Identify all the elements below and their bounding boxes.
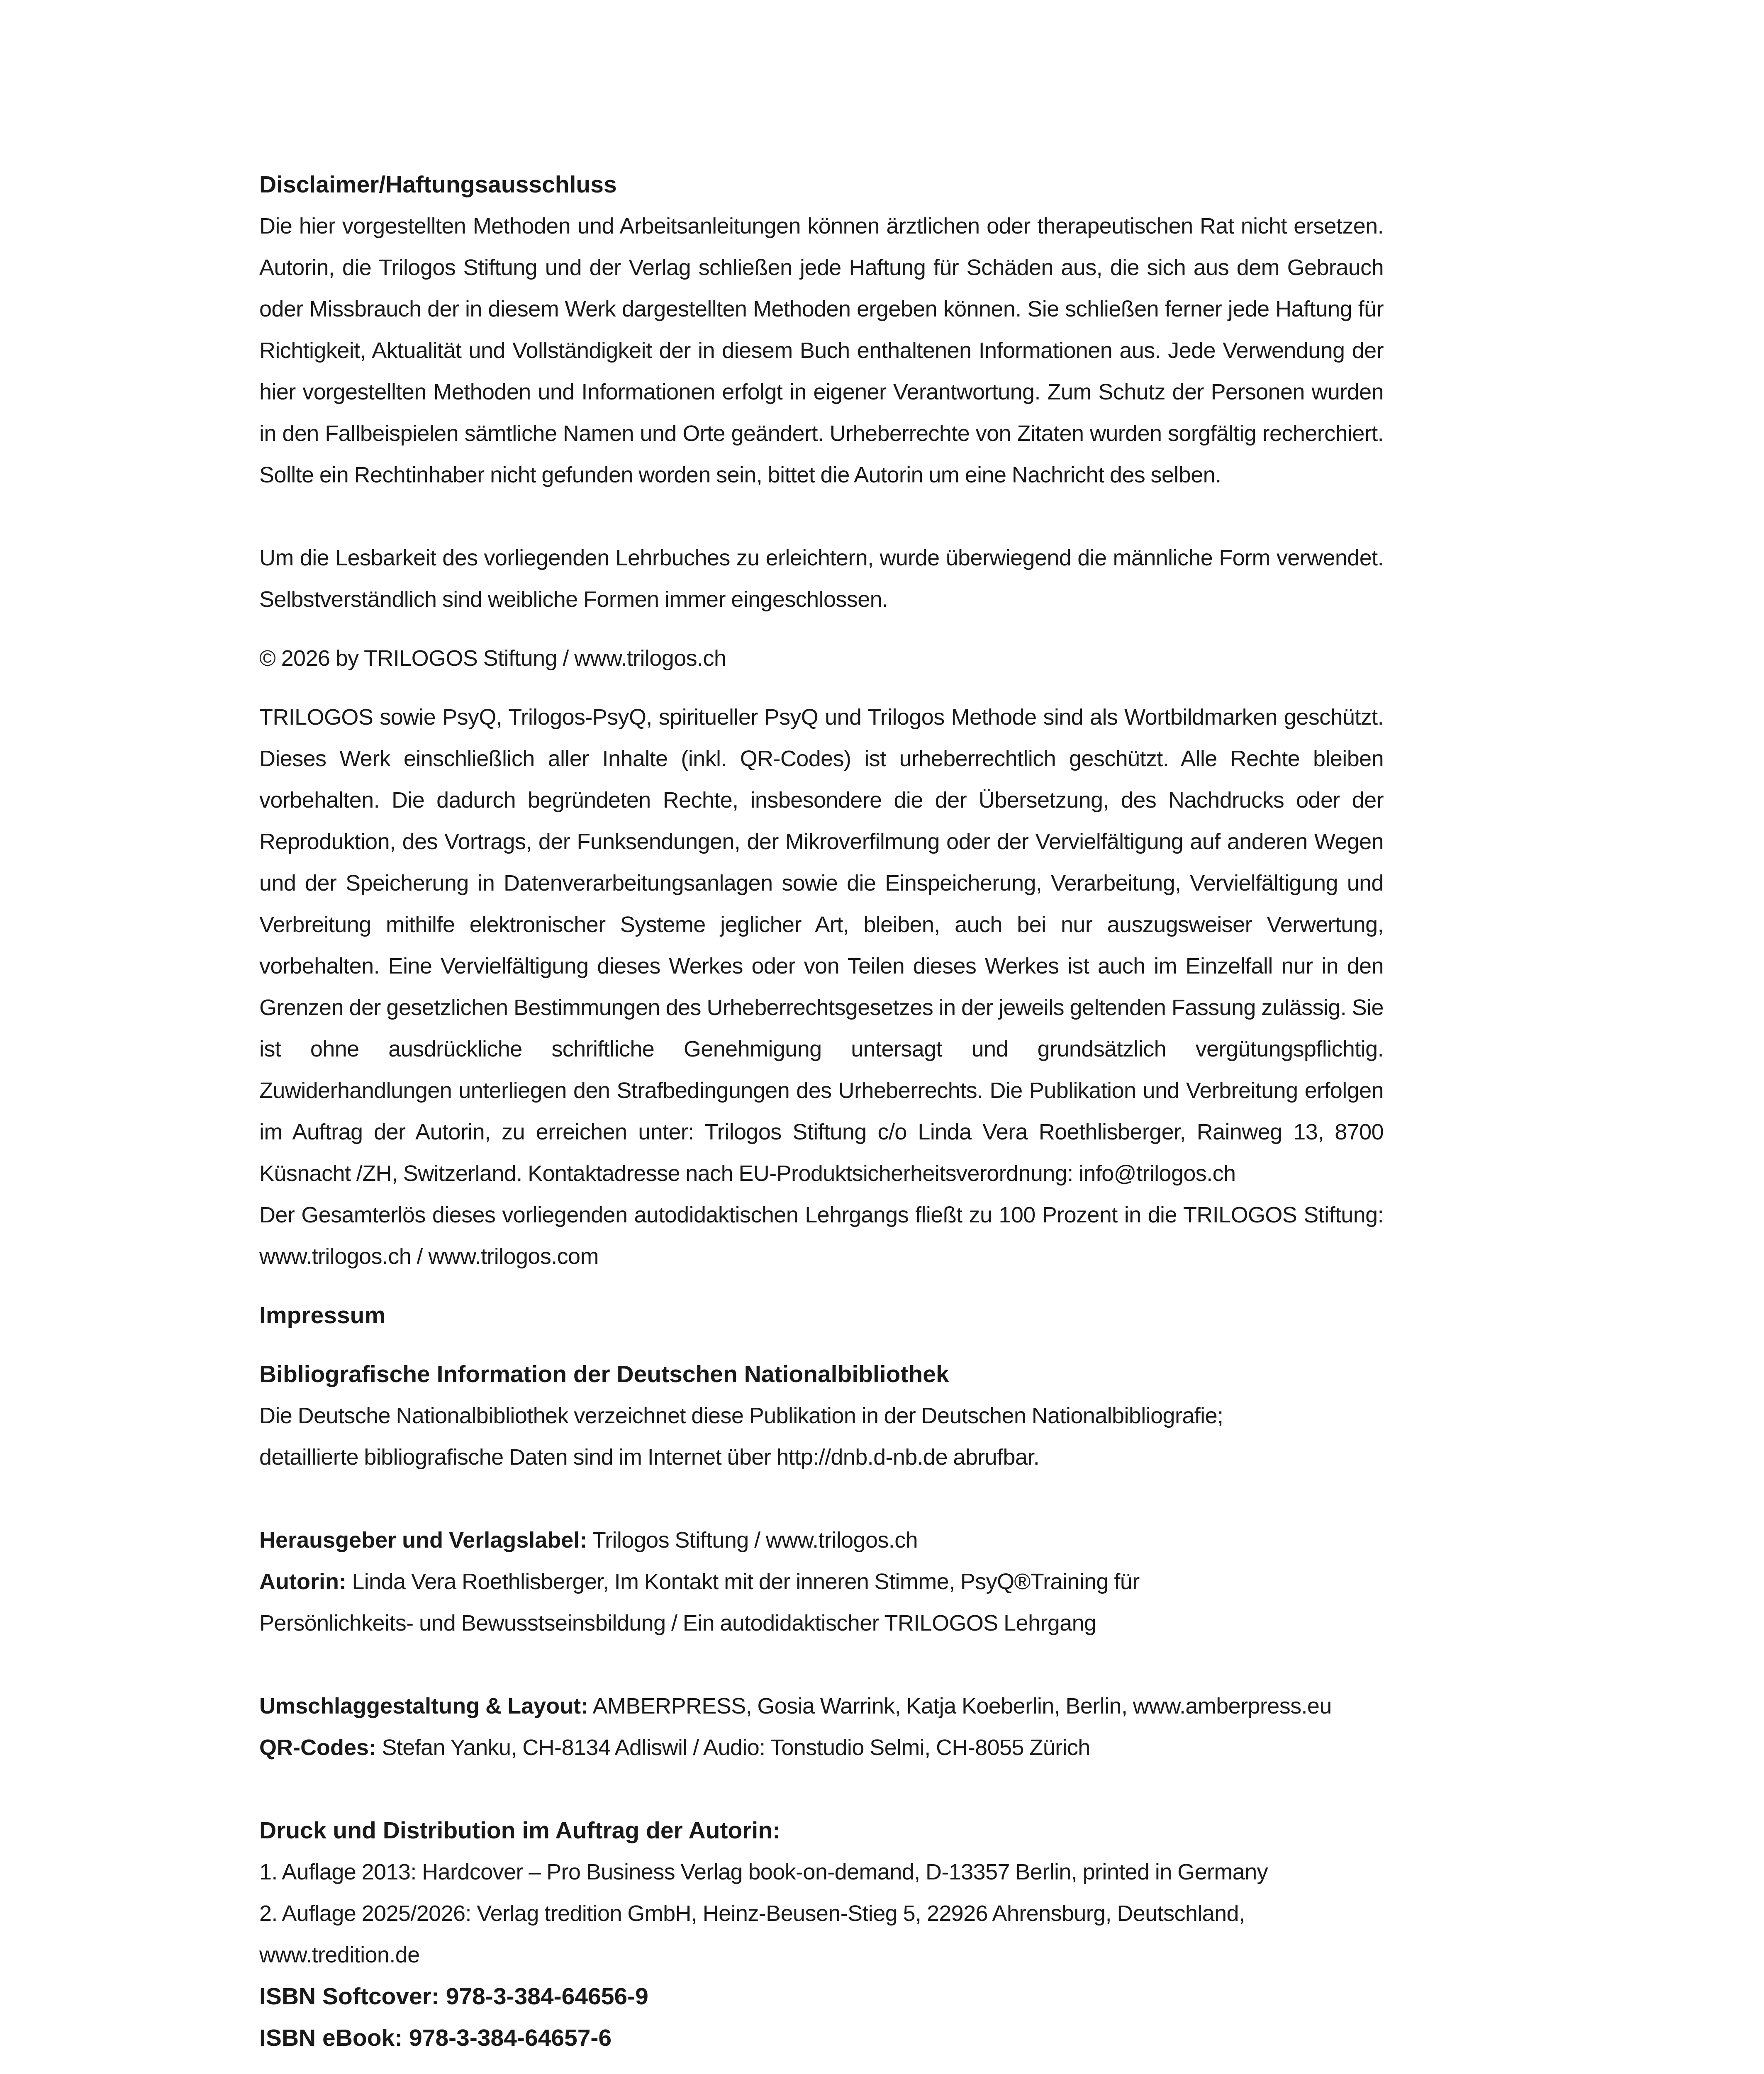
disclaimer-heading: Disclaimer/Haftungsausschluss — [259, 171, 617, 198]
gender-note: Um die Lesbarkeit des vorliegenden Lehrbuches zu erleichtern, wurde überwiegend die männliche Form verwendet. Selbstverständlich sind weibliche Formen immer eingeschlossen. — [259, 545, 1384, 612]
author-value-line-1: Linda Vera Roethlisberger, Im Kontakt mit der inneren Stimme, PsyQ®Training für — [346, 1569, 1140, 1594]
disclaimer-text: Die hier vorgestellten Methoden und Arbeitsanleitungen können ärztlichen oder therapeutischen Rat nicht ersetzen. Autorin, die Trilogos Stiftung und der Verlag schließen jede Haftung für Schäden aus, die sich aus dem Gebrauch oder Missbrauch der in diesem Werk dargestellten Methoden ergeben können. Sie schließen ferner jede Haftung für Richtigkeit, Aktualität und Vollständigkeit der in diesem Buch enthaltenen Informationen aus. Jede Verwendung der hier vorgestellten Methoden und Informationen erfolgt in eigener Verantwortung. Zum Schutz der Personen wurden in den Fallbeispielen sämtliche Namen und Orte geändert. Urheberrechte von Zitaten wurden sorgfältig recherchiert. Sollte ein Rechtinhaber nicht gefunden worden sein, bittet die Autorin um eine Nachricht des selben. — [259, 214, 1384, 487]
edition-2-line-1: 2. Auflage 2025/2026: Verlag tredition GmbH, Heinz-Beusen-Stieg 5, 22926 Ahrensburg, Deutschland, — [259, 1901, 1245, 1926]
proceeds-text: Der Gesamterlös dieses vorliegenden autodidaktischen Lehrgangs fließt zu 100 Prozent in die TRILOGOS Stiftung: www.trilogos.ch / www.trilogos.com — [259, 1203, 1384, 1269]
qr-line — [259, 1727, 1384, 1768]
rights-text: TRILOGOS sowie PsyQ, Trilogos-PsyQ, spiritueller PsyQ und Trilogos Methode sind als Wortbildmarken geschützt. Dieses Werk einschließlich aller Inhalte (inkl. QR-Codes) ist urheberrechtlich geschützt. Alle Rechte bleiben vorbehalten. Die dadurch begründeten Rechte, insbesondere die der Übersetzung, des Nachdrucks oder der Reproduktion, des Vortrags, der Funksendungen, der Mikroverfilmung oder der Vervielfältigung auf anderen Wegen und der Speicherung in Datenverarbeitungsanlagen sowie die Einspeicherung, Verarbeitung, Vervielfältigung und Verbreitung mithilfe elektronischer Systeme jeglicher Art, bleiben, auch bei nur auszugsweiser Verwertung, vorbehalten. Eine Vervielfältigung dieses Werkes oder von Teilen dieses Werkes ist auch im Einzelfall nur in den Grenzen der gesetzlichen Bestimmungen des Urheberrechtsgesetzes in der jeweils geltenden Fassung zulässig. Sie ist ohne ausdrückliche schriftliche Genehmigung untersagt und grundsätzlich vergütungspflichtig. Zuwiderhandlungen unterliegen den Strafbedingungen des Urheberrechts. Die Publikation und Verbreitung erfolgen im Auftrag der Autorin, zu erreichen unter: Trilogos Stiftung c/o Linda Vera Roethlisberger, Rainweg 13, 8700 Küsnacht /ZH, Switzerland. Kontaktadresse nach EU-Produktsicherheitsverordnung: info@trilogos.ch — [259, 705, 1384, 1186]
cover-label: Umschlaggestaltung & Layout: — [259, 1694, 589, 1719]
imprint-page — [259, 164, 1384, 2059]
dnb-line-1: Die Deutsche Nationalbibliothek verzeichnet diese Publikation in der Deutschen Nationalbibliografie; — [259, 1403, 1223, 1428]
isbn-ebook: ISBN eBook: 978-3-384-64657-6 — [259, 2025, 612, 2051]
author-line — [259, 1561, 1384, 1602]
cover-value: AMBERPRESS, Gosia Warrink, Katja Koeberlin, Berlin, www.amberpress.eu — [588, 1694, 1332, 1719]
dnb-line-2: detaillierte bibliografische Daten sind im Internet über http://dnb.d-nb.de abrufbar. — [259, 1445, 1040, 1470]
edition-2-line-2: www.tredition.de — [259, 1943, 420, 1967]
dnb-heading: Bibliografische Information der Deutschen Nationalbibliothek — [259, 1361, 949, 1388]
copyright-line: © 2026 by TRILOGOS Stiftung / www.trilogos.ch — [259, 646, 726, 671]
publisher-value: Trilogos Stiftung / www.trilogos.ch — [587, 1528, 918, 1553]
author-label: Autorin: — [259, 1569, 346, 1594]
qr-label: QR-Codes: — [259, 1735, 376, 1760]
edition-1: 1. Auflage 2013: Hardcover – Pro Business Verlag book-on-demand, D-13357 Berlin, printed in Germany — [259, 1860, 1268, 1884]
author-value-line-2: Persönlichkeits- und Bewusstseinsbildung / Ein autodidaktischer TRILOGOS Lehrgang — [259, 1611, 1096, 1636]
publisher-line — [259, 1519, 1384, 1561]
print-heading: Druck und Distribution im Auftrag der Autorin: — [259, 1817, 781, 1844]
qr-value: Stefan Yanku, CH-8134 Adliswil / Audio: Tonstudio Selmi, CH-8055 Zürich — [376, 1735, 1090, 1760]
isbn-softcover: ISBN Softcover: 978-3-384-64656-9 — [259, 1983, 648, 2010]
impressum-heading: Impressum — [259, 1302, 386, 1329]
cover-line — [259, 1685, 1384, 1727]
publisher-label: Herausgeber und Verlagslabel: — [259, 1528, 587, 1553]
